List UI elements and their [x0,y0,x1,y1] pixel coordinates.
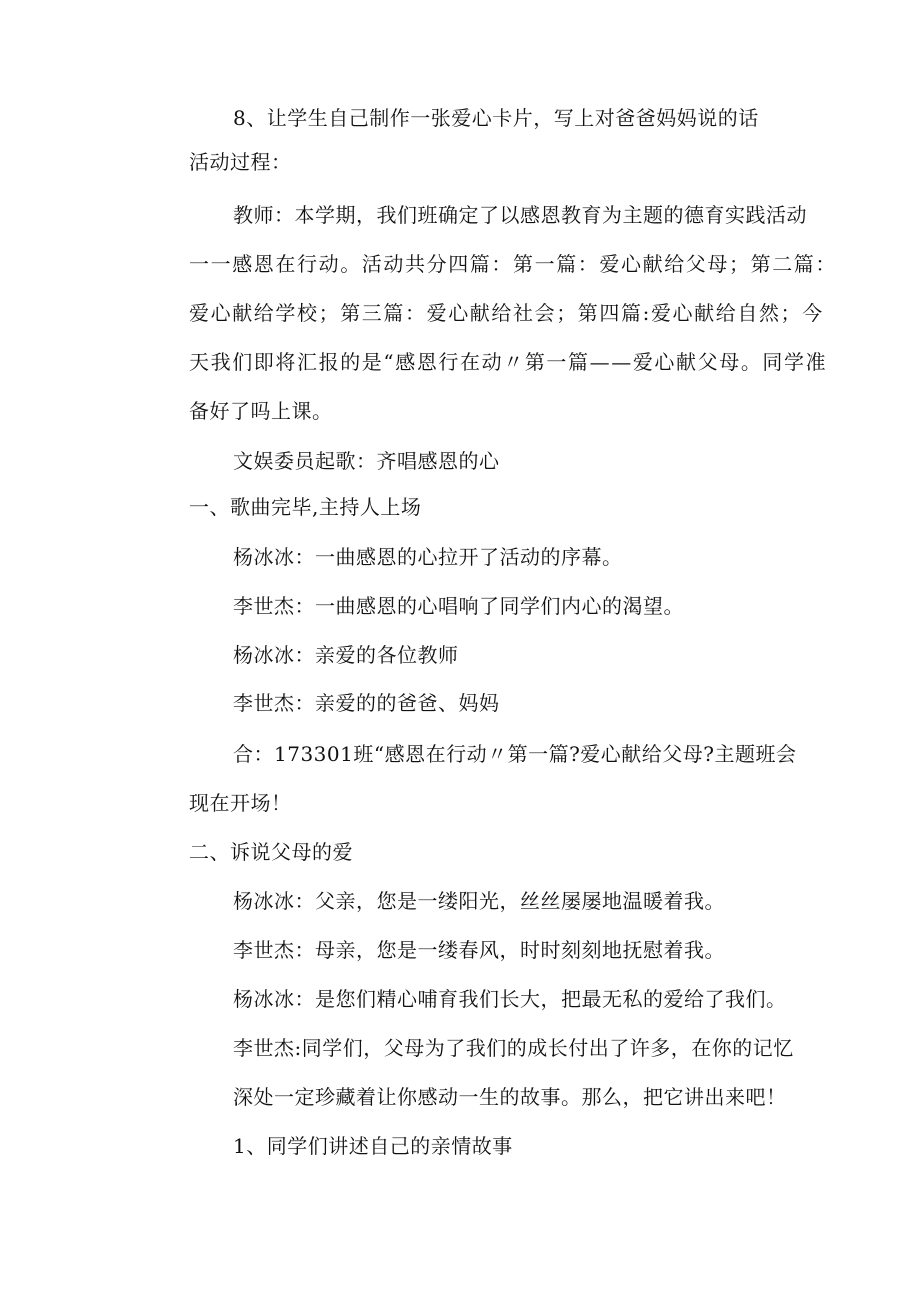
text-line-19: 杨冰冰：是您们精心哺育我们长大，把最无私的爱给了我们。 [233,987,787,1011]
text-line-3: 教师：本学期，我们班确定了以感恩教育为主题的德育实践活动 [233,203,807,227]
section-heading-1: 一、歌曲完毕,主持人上场 [189,495,422,519]
text-line-11: 李世杰：一曲感恩的心唱响了同学们内心的渴望。 [233,594,684,618]
text-line-12: 杨冰冰：亲爱的各位教师 [233,643,459,667]
text-line-7: 备好了吗上课。 [189,399,333,423]
section-heading-2: 二、诉说父母的爱 [189,840,353,864]
text-line-10: 杨冰冰：一曲感恩的心拉开了活动的序幕。 [233,545,623,569]
text-line-13: 李世杰：亲爱的的爸爸、妈妈 [233,691,500,715]
text-line-15: 现在开场！ [189,791,292,815]
text-line-8: 文娱委员起歌：齐唱感恩的心 [233,449,500,473]
text-line-2: 活动过程： [189,150,292,174]
text-line-5: 爱心献给学校；第三篇：爱心献给社会；第四篇:爱心献给自然；今 [189,301,824,325]
text-line-1: 8、让学生自己制作一张爱心卡片，写上对爸爸妈妈说的话 [233,106,759,130]
text-line-14: 合：173301班“感恩在行动〃第一篇?爱心献给父母?主题班会 [233,742,797,766]
text-line-22: 1、同学们讲述自己的亲情故事 [233,1134,513,1158]
text-line-18: 李世杰：母亲，您是一缕春风，时时刻刻地抚慰着我。 [233,938,725,962]
text-line-21: 深处一定珍藏着让你感动一生的故事。那么，把它讲出来吧！ [233,1085,787,1109]
text-line-4: 一一感恩在行动。活动共分四篇：第一篇：爱心献给父母；第二篇： [189,252,837,276]
text-line-20: 李世杰:同学们，父母为了我们的成长付出了许多，在你的记忆 [233,1036,794,1060]
text-line-17: 杨冰冰：父亲，您是一缕阳光，丝丝屡屡地温暖着我。 [233,889,725,913]
text-line-6: 天我们即将汇报的是“感恩行在动〃第一篇——爱心献父母。同学准 [189,350,828,374]
